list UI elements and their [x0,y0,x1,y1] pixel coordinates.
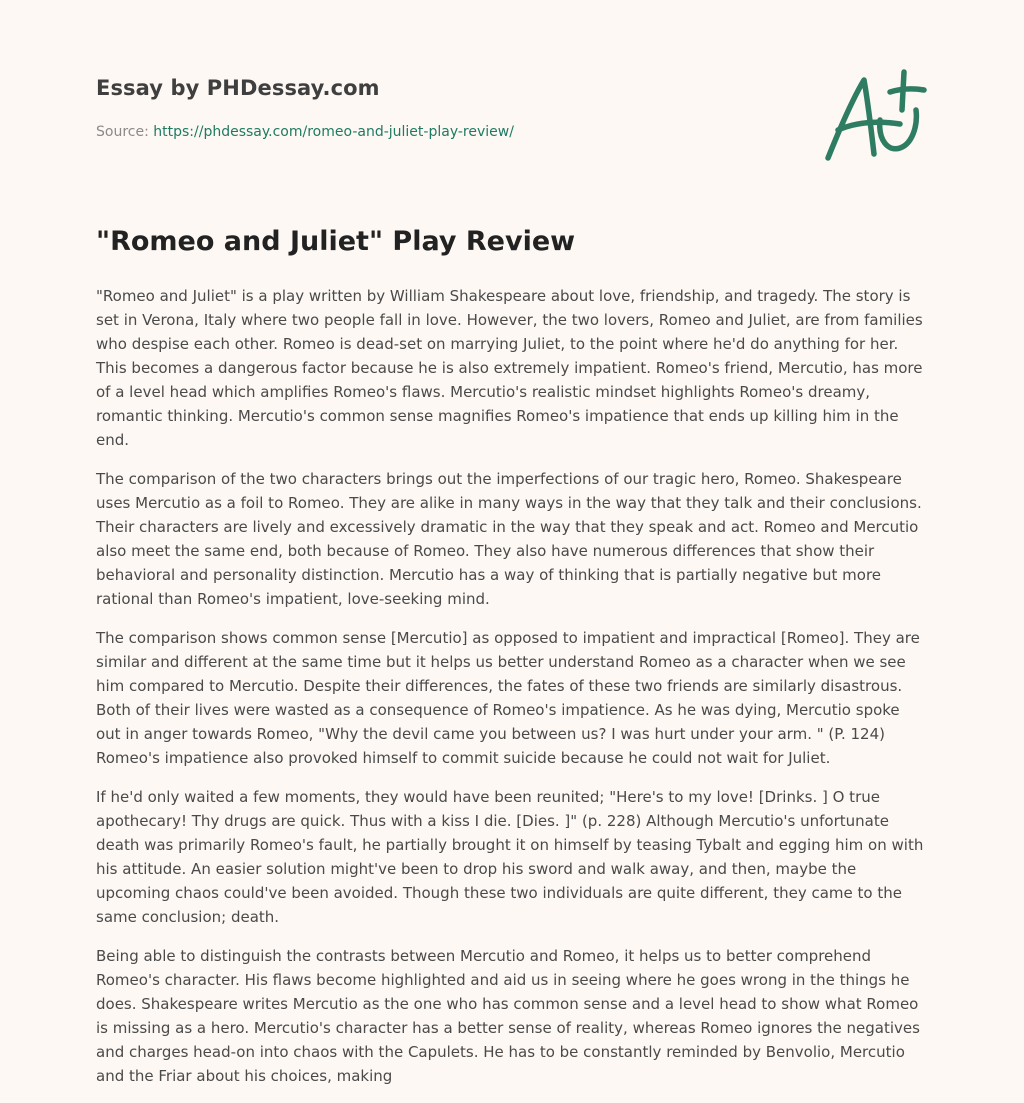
a-plus-logo-icon [818,66,930,166]
essay-paragraph: "Romeo and Juliet" is a play written by William Shakespeare about love, friendship, and tragedy. The story is set in Verona, Italy where two people fall in love. However, the two lovers, Romeo and Juliet, are from families who despise each other. Romeo is dead-set on marrying Juliet, to the point where he'd do anything for her. This becomes a dangerous factor because he is also extremely impatient. Romeo's friend, Mercutio, has more of a level head which amplifies Romeo's flaws. Mercutio's realistic mindset highlights Romeo's dreamy, romantic thinking. Mercutio's common sense magnifies Romeo's impatience that ends up killing him in the end. [96,287,923,449]
site-brand: Essay by PHDessay.com [96,76,380,100]
source-label: Source: [96,124,154,140]
source-link[interactable]: https://phdessay.com/romeo-and-juliet-play-review/ [153,124,514,140]
source-line [96,124,514,140]
essay-paragraph: If he'd only waited a few moments, they would have been reunited; "Here's to my love! [Drinks. ] O true apothecary! Thy drugs are quick. Thus with a kiss I die. [Dies. ]" (p. 228) Although Mercutio's unfortunate death was primarily Romeo's fault, he partially brought it on himself by teasing Tybalt and egging him on with his attitude. An easier solution might've been to drop his sword and walk away, and then, maybe the upcoming chaos could've been avoided. Though these two individuals are quite different, they came to the same conclusion; death. [96,788,924,926]
essay-title: "Romeo and Juliet" Play Review [96,226,576,257]
essay-body [96,284,928,1103]
essay-paragraph: Being able to distinguish the contrasts between Mercutio and Romeo, it helps us to better comprehend Romeo's character. His flaws become highlighted and aid us in seeing where he goes wrong in the things he does. Shakespeare writes Mercutio as the one who has common sense and a level head to show what Romeo is missing as a hero. Mercutio's character has a better sense of reality, whereas Romeo ignores the negatives and charges head-on into chaos with the Capulets. He has to be constantly reminded by Benvolio, Mercutio and the Friar about his choices, making [96,947,920,1085]
essay-paragraph: The comparison shows common sense [Mercutio] as opposed to impatient and impractical [Romeo]. They are similar and different at the same time but it helps us better understand Romeo as a character when we see him compared to Mercutio. Despite their differences, the fates of these two friends are similarly disastrous. Both of their lives were wasted as a consequence of Romeo's impatience. As he was dying, Mercutio spoke out in anger towards Romeo, "Why the devil came you between us? I was hurt under your arm. " (P. 124) Romeo's impatience also provoked himself to commit suicide because he could not wait for Juliet. [96,629,920,767]
essay-paragraph: The comparison of the two characters brings out the imperfections of our tragic hero, Romeo. Shakespeare uses Mercutio as a foil to Romeo. They are alike in many ways in the way that they talk and their conclusions. Their characters are lively and excessively dramatic in the way that they speak and act. Romeo and Mercutio also meet the same end, both because of Romeo. They also have numerous differences that show their behavioral and personality distinction. Mercutio has a way of thinking that is partially negative but more rational than Romeo's impatient, love-seeking mind. [96,470,922,608]
